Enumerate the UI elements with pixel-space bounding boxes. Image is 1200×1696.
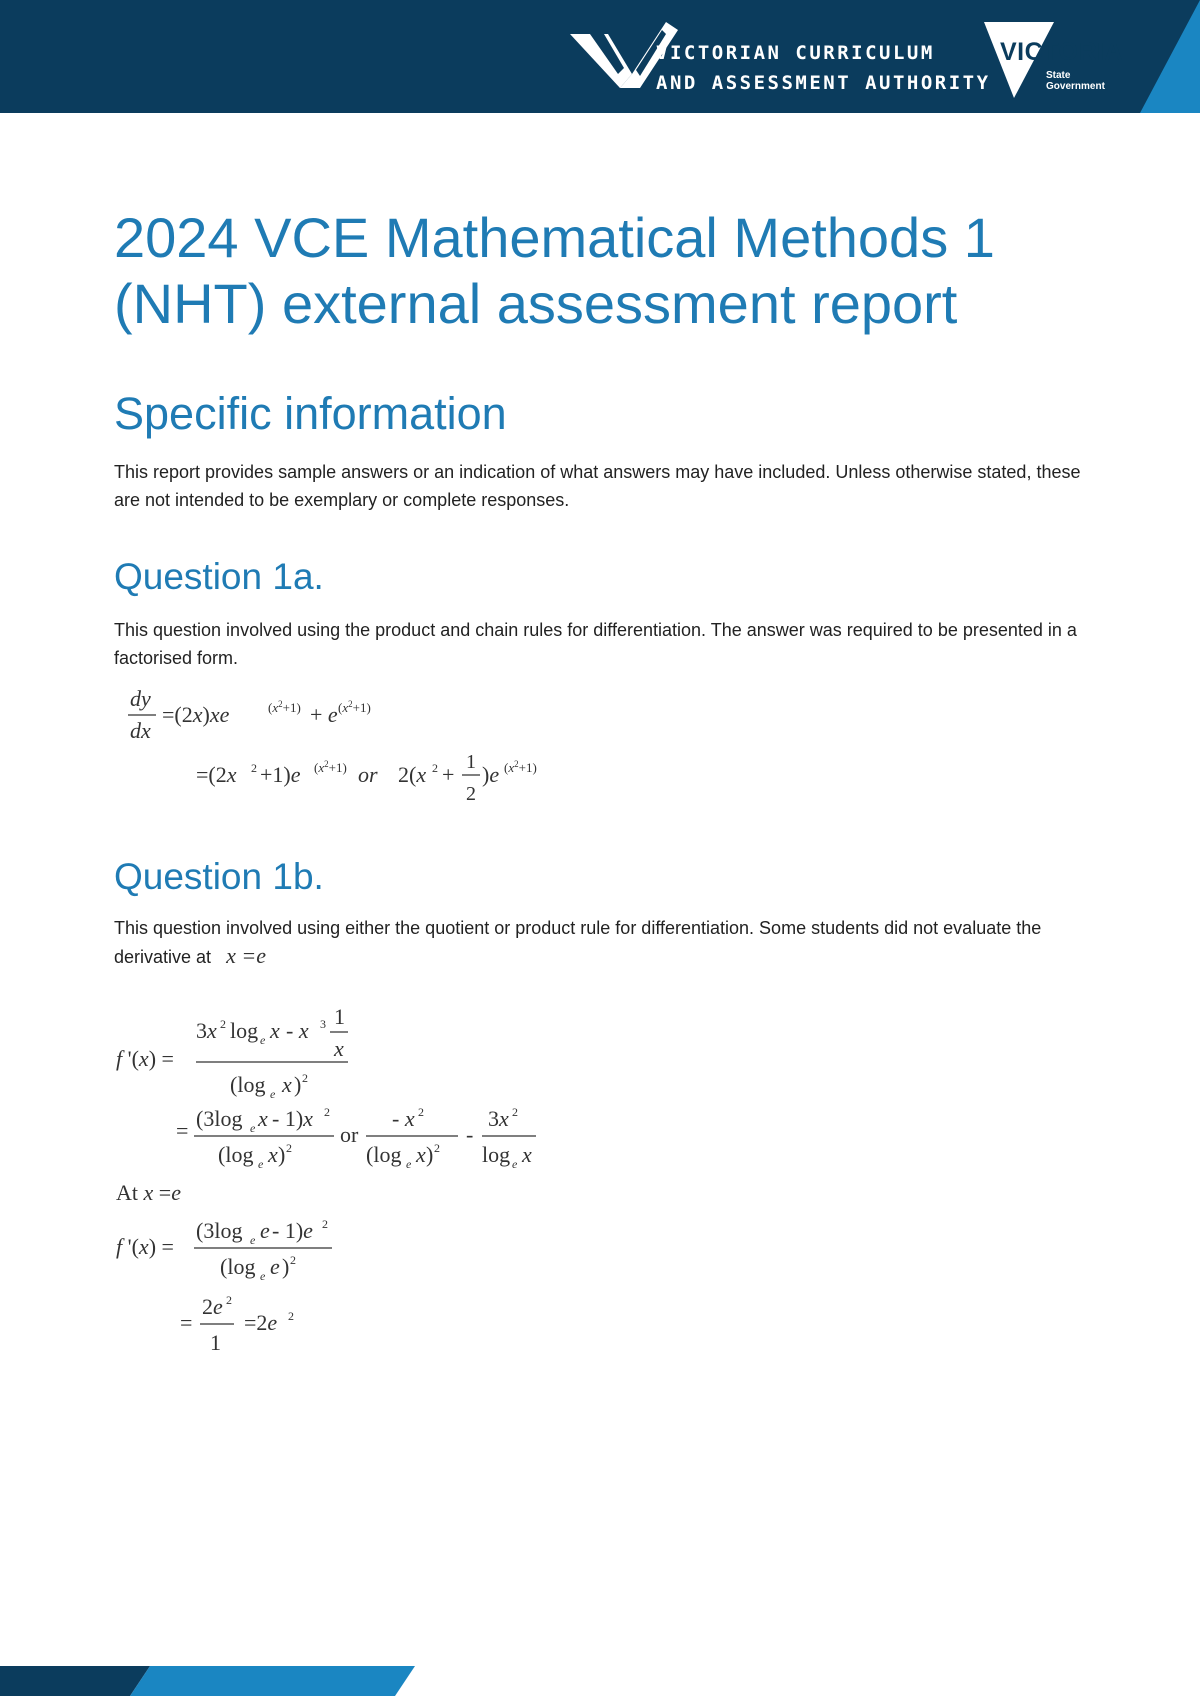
svg-text:2: 2 <box>251 761 257 775</box>
svg-text:(x2+1): $(x^2+1)$ <box>338 699 371 715</box>
svg-text:+ e: + e <box>310 702 338 727</box>
svg-text:2: 2 <box>220 1017 226 1031</box>
q1a-equation <box>120 682 550 812</box>
svg-text:e: e <box>270 1087 276 1101</box>
victoria-wordmark: VICTORIA <box>1000 38 1123 66</box>
svg-text:=(2x)xe: =(2x)xe <box>162 702 230 727</box>
svg-text:2: 2 <box>226 1293 232 1307</box>
specific-info-text: This report provides sample answers or an indication of what answers may have included. Unless otherwise stated, these are not intended to be exemplary or complete responses. <box>114 462 1081 510</box>
svg-text:1: 1 <box>210 1330 221 1355</box>
svg-text:x: x <box>268 1142 278 1167</box>
svg-text:): ) <box>294 1072 302 1097</box>
svg-text:dy: dy <box>130 686 151 711</box>
svg-text:f '(x) =: f '(x) = <box>116 1234 174 1259</box>
svg-text:2: 2 <box>324 1105 330 1119</box>
svg-text:): ) <box>278 1142 286 1167</box>
svg-text:2(x: 2(x <box>398 762 427 787</box>
svg-text:e: e <box>260 1269 266 1283</box>
page-header <box>0 0 1200 113</box>
svg-text:): ) <box>282 1254 290 1279</box>
svg-text:At x =e: At x =e <box>116 1180 181 1205</box>
svg-text:+: + <box>442 762 455 787</box>
svg-text:e: e <box>270 1254 280 1279</box>
svg-text:3x: 3x <box>488 1106 509 1131</box>
specific-info-heading: Specific information <box>114 388 507 439</box>
svg-text:2: 2 <box>322 1217 328 1231</box>
svg-text:x: x <box>334 1036 344 1061</box>
svg-text:(log: (log <box>218 1142 254 1167</box>
gov-sub-1: State <box>1046 70 1071 81</box>
svg-text:f '(x) =: f '(x) = <box>116 1046 174 1071</box>
svg-text:2: 2 <box>286 1141 292 1155</box>
svg-text:2: 2 <box>434 1141 440 1155</box>
svg-text:(log: (log <box>220 1254 256 1279</box>
svg-text:x: x <box>282 1072 292 1097</box>
svg-text:(3log: (3log <box>196 1106 243 1131</box>
svg-text:(log: (log <box>366 1142 402 1167</box>
svg-text:e: e <box>250 1121 256 1135</box>
svg-text:e: e <box>258 1157 264 1171</box>
svg-text:- 1)e: - 1)e <box>272 1218 313 1243</box>
q1a-or-word: or <box>358 762 378 787</box>
victoria-subtitle <box>1046 70 1105 92</box>
title-line-2: (NHT) external assessment report <box>114 272 958 335</box>
svg-text:3: 3 <box>320 1017 326 1031</box>
svg-text:(x2+1): $(x^2+1)$ <box>504 759 537 775</box>
svg-text:=2e: =2e <box>244 1310 278 1335</box>
svg-text:2: 2 <box>512 1105 518 1119</box>
q1b-at-word: At <box>116 1180 138 1205</box>
header-accent-stripe <box>1140 0 1200 113</box>
svg-text:e: e <box>250 1233 256 1247</box>
svg-text:2: 2 <box>302 1071 308 1085</box>
svg-text:x: x <box>258 1106 268 1131</box>
svg-text:-: - <box>466 1122 474 1147</box>
svg-text:e: e <box>512 1157 518 1171</box>
svg-text:log: log <box>230 1018 259 1043</box>
q1a-text: This question involved using the product and chain rules for differentiation. The answer was required to be presented in a factorised form. <box>114 620 1077 668</box>
svg-text:2: 2 <box>288 1309 294 1323</box>
svg-text:1: 1 <box>334 1004 345 1029</box>
svg-text:2: 2 <box>466 783 476 805</box>
q1b-heading: Question 1b. <box>114 856 324 897</box>
svg-text:dx: dx <box>130 718 151 743</box>
vcaa-wordmark <box>656 38 991 98</box>
svg-text:x: x <box>522 1142 532 1167</box>
svg-text:2: 2 <box>418 1105 424 1119</box>
svg-text:(3log: (3log <box>196 1218 243 1243</box>
svg-text:): ) <box>426 1142 434 1167</box>
q1b-text-block: This question involved using either the quotient or product rule for differentiation. Some students did not evaluate the derivative at x =e <box>114 918 1042 968</box>
svg-text:x: x <box>416 1142 426 1167</box>
gov-sub-2: Government <box>1046 81 1105 92</box>
q1b-text: This question involved using either the quotient or product rule for differentiation. Some students did not evaluate the derivative at <box>114 918 1042 967</box>
svg-text:)e: )e <box>482 762 500 787</box>
svg-text:(x2+1): $(x^2+1)$ <box>314 759 347 775</box>
q1b-equation <box>112 1000 572 1360</box>
svg-text:1: 1 <box>466 751 476 773</box>
svg-text:=(2x: =(2x <box>196 762 237 787</box>
svg-text:e: e <box>406 1157 412 1171</box>
svg-text:3x: 3x <box>196 1018 217 1043</box>
svg-text:2e: 2e <box>202 1294 223 1319</box>
svg-text:2: 2 <box>290 1253 296 1267</box>
page-title <box>114 205 1114 337</box>
svg-text:=: = <box>176 1118 189 1143</box>
svg-text:+1)e: +1)e <box>260 762 301 787</box>
svg-text:x: x <box>270 1018 280 1043</box>
svg-text:- x: - x <box>286 1018 309 1043</box>
svg-text:e: e <box>260 1218 270 1243</box>
svg-text:log: log <box>482 1142 511 1167</box>
footer-accent <box>0 1666 420 1696</box>
org-line-1: VICTORIAN CURRICULUM <box>656 42 935 64</box>
svg-text:2: 2 <box>432 761 438 775</box>
title-line-1: 2024 VCE Mathematical Methods 1 <box>114 206 995 269</box>
svg-text:(x2+1): $(x^2+1)$ <box>268 699 301 715</box>
q1a-heading: Question 1a. <box>114 556 324 597</box>
svg-text:=: = <box>180 1310 193 1335</box>
org-line-2: AND ASSESSMENT AUTHORITY <box>656 72 991 94</box>
svg-text:- 1)x: - 1)x <box>272 1106 313 1131</box>
q1b-or-word: or <box>340 1122 359 1147</box>
svg-text:e: e <box>260 1033 266 1047</box>
svg-text:- x: - x <box>392 1106 415 1131</box>
svg-text:(log: (log <box>230 1072 266 1097</box>
